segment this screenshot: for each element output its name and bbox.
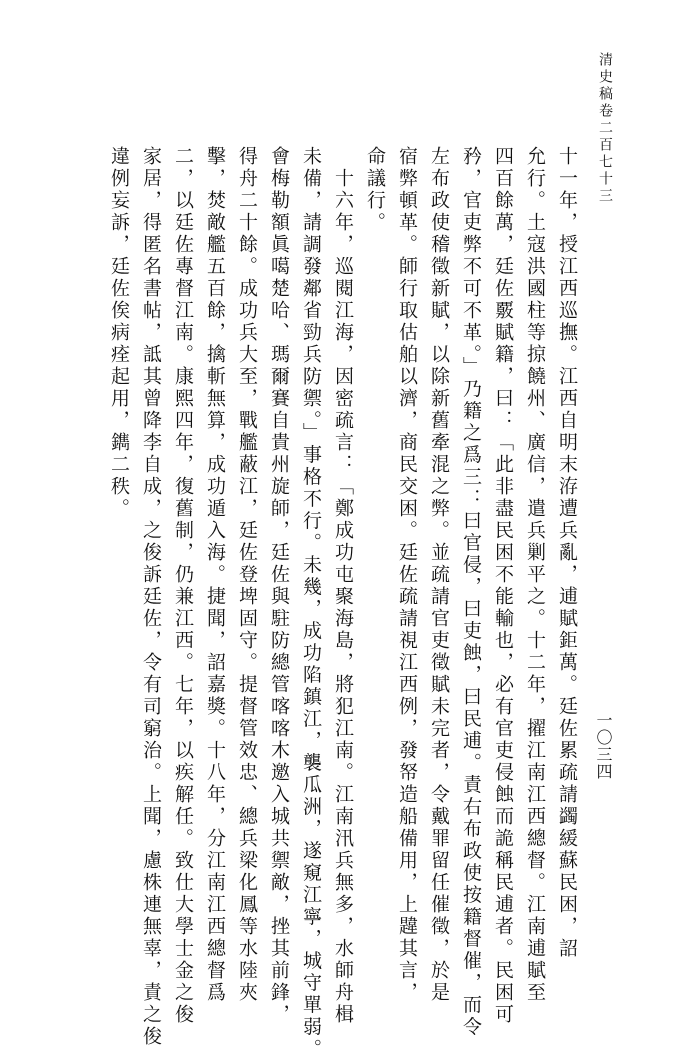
text-column: 家居，得匿名書帖，詆其曾降李自成，之俊訴廷佐，令有司窮治。上聞，慮株連無辜，責之俊 [140, 146, 162, 1048]
text-column: 得舟二十餘。成功兵大至，戰艦蔽江，廷佐登埤固守。提督管效忠、總兵梁化鳳等水陸夾 [236, 146, 258, 1004]
text-column: 矜，官吏弊不可不革。」乃籍之爲三：曰官侵，曰吏蝕，曰民逋。責右布政使按籍督催，而令 [460, 146, 482, 1039]
text-column: 十一年，授江西巡撫。江西自明末洊遭兵亂，逋賦鉅萬。廷佐累疏請蠲緩蘇民困，詔 [556, 146, 578, 960]
text-column: 允行。土寇洪國柱等掠饒州、廣信，遣兵剿平之。十二年，擢江南江西總督。江南逋賦至 [524, 146, 546, 1004]
text-column: 未備，請調發鄰省勁兵防禦。」事格不行。未幾，成功陷鎮江，襲瓜洲，遂窺江寧，城守單弱。 [300, 146, 322, 1061]
running-header-title: 清史稿卷二百七十三 [597, 52, 613, 205]
page-number: 一〇三四 [594, 712, 613, 780]
text-column: 宿弊頓革。師行取估舶以濟，商民交困。廷佐疏請視江西例，發帑造船備用，上韙其言， [396, 146, 418, 1004]
text-column: 會梅勒額眞噶楚哈、瑪爾賽自貴州旋師，廷佐與駐防總管喀喀木邀入城共禦敵，挫其前鋒， [268, 146, 290, 1026]
text-column: 四百餘萬，廷佐覈賦籍，曰：「此非盡民困不能輸也，必有官吏侵蝕而詭稱民逋者。民困可 [492, 146, 514, 1026]
text-column: 違例妄訴，廷佐俟病痊起用，鐫二秩。 [108, 146, 130, 520]
text-column: 擊，焚敵艦五百餘，擒斬無算，成功遁入海。捷聞，詔嘉獎。十八年，分江南江西總督爲 [204, 146, 226, 1004]
text-column: 命議行。 [364, 146, 386, 234]
text-column: 二，以廷佐專督江南。康熙四年，復舊制，仍兼江西。七年，以疾解任。致仕大學士金之俊 [172, 146, 194, 1026]
text-column: 左布政使稽徵新賦，以除新舊牽混之弊。並疏請官吏徵賦未完者，令戴罪留任催徵，於是 [428, 146, 450, 1004]
text-column: 十六年，巡閱江海，因密疏言：「鄭成功屯聚海島，將犯江南。江南汛兵無多，水師舟楫 [332, 168, 354, 1026]
